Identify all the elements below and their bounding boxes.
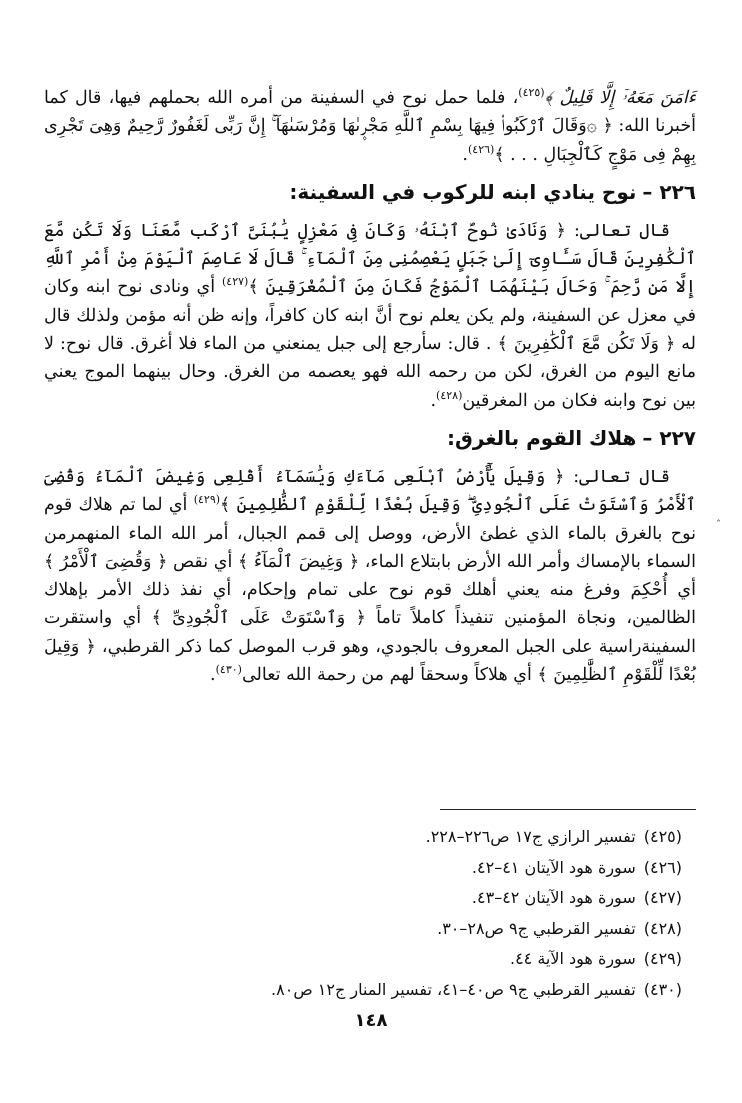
quran-verse: ءَامَنَ مَعَهُۥٓ إِلَّا قَلِيلٌ ﴾	[544, 88, 696, 108]
footnote-ref: (٤٣٠)	[215, 663, 242, 677]
paragraph-text: .	[210, 665, 216, 686]
footnote	[62, 853, 682, 884]
footnote-text: تفسير الرازي ج١٧ ص٢٢٦–٢٢٨.	[425, 827, 636, 846]
footnote-text: سورة هود الآيتان ٤١–٤٢.	[471, 857, 636, 877]
page-number: ١٤٨	[354, 1010, 388, 1031]
footnote-ref: (٤٢٧)	[222, 275, 249, 289]
section-title: نوح ينادي ابنه للركوب في السفينة:	[289, 179, 637, 204]
footnote-ref: (٤٢٥)	[518, 86, 545, 100]
paragraph-text: أي لما تم هلاك قوم نوح بالغرق بالماء الذي غطئ الأرض، ووصل إلى قمم الجبال، أمر الله الماء المنهمرمن السماء بالإمساك وأمر الله الأرض بابتلاع الماء، ﴿ وَغِيضَ ٱلْمَآءُ ﴾ أي نقص ﴿ وَقُضِىَ ٱلْأَمْرُ ﴾ أي أُحْكِمَ وفرغ منه يعني أهلك قوم نوح على تمام وإحكام، أي نفذ ذلك الأمر بإهلاك الظالمين، ونجاة المؤمنين تنفيذاً كاملاً تاماً ﴿ وَٱسْتَوَتْ عَلَى ٱلْجُودِىِّ ﴾ أي واستقرت السفينةراسية على الجبل المعروف بالجودي، وهو قرب الموصل كما ذكر القرطبي، ﴿ وَقِيلَ بُعْدًا لِّلْقَوْمِ ٱلظَّٰلِمِينَ ﴾ أي هلاكاً وسحقاً لهم من رحمة الله تعالى	[44, 495, 696, 686]
footnote-text: تفسير القرطبي ج٩ ص٤٠–٤١، تفسير المنار ج١٢ ص٨٠.	[271, 979, 636, 999]
footnote-number: (٤٣٠)	[643, 979, 682, 999]
margin-mark: ˆ	[716, 520, 721, 531]
footnote-number: (٤٢٦)	[643, 857, 682, 877]
footnote-number: (٤٢٩)	[643, 949, 682, 968]
footnote	[62, 883, 682, 914]
footnote-text: تفسير القرطبي ج٩ ص٢٨–٣٠.	[437, 918, 636, 938]
intro-paragraph	[44, 84, 696, 169]
paragraph-text: ، فلما حمل نوح في السفينة من أمره الله بحملهم فيها، قال كما أخبرنا الله: ﴿ ۞وَقَالَ ٱرْكَبُوا۟ فِيهَا بِسْمِ ٱللَّهِ مَجْر۪ىٰهَا وَمُرْسَىٰهَآ ۚ إِنَّ رَبِّى لَغَفُورٌ رَّحِيمٌ وَهِىَ تَجْرِى بِهِمْ فِى مَوْجٍ كَٱلْجِبَالِ . . . ﴾	[44, 88, 696, 165]
section-227-paragraph	[44, 463, 696, 689]
footnotes	[62, 822, 682, 1005]
paragraph-text: قال تعالى: ﴿ وَنَادَىٰ نُوحٌ ٱبْنَهُۥ وَكَانَ فِى مَعْزِلٍ يَٰبُنَىَّ ٱرْكَب مَّعَنَا وَلَا تَكُن مَّعَ ٱلْكَٰفِرِينَ قَالَ سَـَٔاوِىٓ إِلَىٰ جَبَلٍ يَعْصِمُنِى مِنَ ٱلْمَآءِ ۚ قَالَ لَا عَاصِمَ ٱلْيَوْمَ مِنْ أَمْرِ ٱللَّهِ إِلَّا مَن رَّحِمَ ۚ وَحَالَ بَيْنَهُمَا ٱلْمَوْجُ فَكَانَ مِنَ ٱلْمُغْرَقِينَ ﴾	[44, 220, 696, 298]
section-title: هلاك القوم بالغرق:	[447, 425, 637, 450]
footnote-divider	[440, 809, 696, 810]
footnote-ref: (٤٢٨)	[436, 388, 463, 402]
section-number: ٢٢٧ –	[642, 425, 696, 450]
paragraph-text: .	[430, 390, 437, 411]
footnote-number: (٤٢٧)	[643, 888, 682, 907]
section-heading-226	[44, 175, 696, 209]
footnote	[62, 914, 682, 945]
footnote	[62, 975, 682, 1006]
section-heading-227	[44, 421, 696, 455]
body-text	[44, 84, 696, 689]
footnote-text: سورة هود الآيتان ٤٢–٤٣.	[471, 888, 636, 907]
section-number: ٢٢٦ –	[642, 179, 696, 204]
footnote-ref: (٤٢٩)	[193, 493, 221, 507]
paragraph-text: .	[462, 144, 468, 165]
footnote	[62, 944, 682, 975]
footnote-ref: (٤٢٦)	[468, 142, 495, 156]
footnote-number: (٤٢٨)	[643, 918, 682, 938]
paragraph-text: قال تعالى: ﴿ وَقِيلَ يَٰٓأَرْضُ ٱبْلَعِى مَآءَكِ وَيَٰسَمَآءُ أَقْلِعِى وَغِيضَ ٱلْمَآءُ وَقُضِىَ ٱلْأَمْرُ وَٱسْتَوَتْ عَلَى ٱلْجُودِىِّ ۖ وَقِيلَ بُعْدًا لِّلْقَوْمِ ٱلظَّٰلِمِينَ ﴾	[44, 466, 696, 516]
footnote	[62, 822, 682, 853]
paragraph-text: أي ونادى نوح ابنه وكان في معزل عن السفينة، ولم يكن يعلم نوح أنَّ ابنه كان كافراً، وإنه ظن أنه مؤمن ولذلك قال له ﴿ وَلَا تَكُن مَّعَ ٱلْكَٰفِرِينَ ﴾ . قال: سأرجع إلى جبل يمنعني من الماء فلا أغرق. قال نوح: لا مانع اليوم من الغرق، لكن من رحمه الله فهو يعصمه من الغرق. وحال بينهما الموج يعني بين نوح وابنه فكان من المغرقين	[44, 277, 696, 411]
footnote-number: (٤٢٥)	[643, 827, 682, 846]
section-226-paragraph	[44, 217, 696, 415]
footnote-text: سورة هود الآية ٤٤.	[509, 949, 636, 968]
